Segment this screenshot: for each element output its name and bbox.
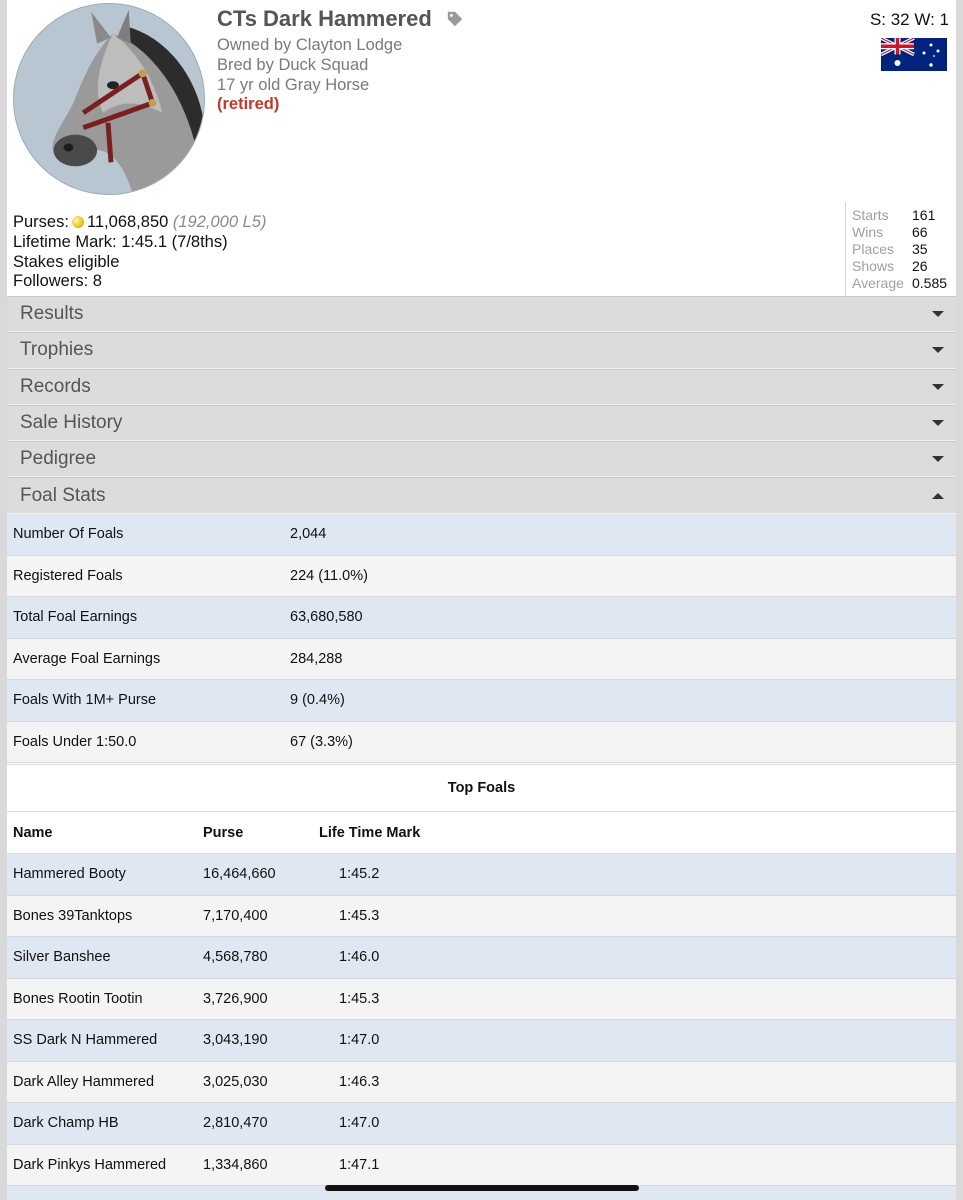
followers-count: Followers: 8 — [13, 272, 102, 290]
retired-status: (retired) — [217, 95, 280, 113]
foal-mark: 1:47.0 — [339, 1032, 380, 1049]
stat-label: Shows — [852, 258, 895, 274]
accordion-trophies[interactable] — [7, 332, 956, 368]
chevron-down-icon — [932, 420, 944, 426]
breeder-text[interactable]: Bred by Duck Squad — [217, 56, 369, 74]
table-row — [7, 1062, 956, 1104]
table-header — [7, 812, 956, 854]
row-label: Total Foal Earnings — [13, 609, 138, 626]
stat-value: 161 — [912, 207, 936, 223]
horse-head-icon — [14, 4, 204, 194]
starts-wins-summary: S: 32 W: 1 — [869, 10, 949, 29]
horse-name: CTs Dark Hammered — [217, 6, 432, 31]
horse-avatar — [13, 3, 205, 195]
accordion-label: Foal Stats — [20, 484, 106, 506]
purses-line — [13, 213, 266, 232]
foal-name-link[interactable]: Bones Rootin Tootin — [13, 990, 143, 1007]
foal-purse: 3,025,030 — [203, 1073, 268, 1090]
row-label: Number Of Foals — [13, 526, 124, 543]
accordion-label: Results — [20, 303, 84, 325]
stat-label: Starts — [852, 207, 889, 223]
foal-name-link[interactable]: SS Dark N Hammered — [13, 1032, 158, 1049]
stat-row — [852, 275, 956, 292]
accordion-pedigree[interactable] — [7, 441, 956, 477]
row-label: Registered Foals — [13, 567, 123, 584]
column-header-purse: Purse — [203, 824, 244, 841]
row-value: 63,680,580 — [290, 609, 363, 626]
table-row — [7, 1103, 956, 1145]
title-row — [217, 6, 464, 32]
table-row — [7, 1020, 956, 1062]
accordion-records[interactable] — [7, 369, 956, 405]
foal-mark: 1:47.0 — [339, 1115, 380, 1132]
foal-name-link[interactable]: Dark Champ HB — [13, 1115, 119, 1132]
accordion-sale-history[interactable] — [7, 405, 956, 441]
stakes-eligible: Stakes eligible — [13, 253, 120, 271]
accordion-label: Sale History — [20, 412, 123, 434]
foal-mark: 1:45.3 — [339, 990, 380, 1007]
foal-purse: 4,568,780 — [203, 949, 268, 966]
foal-purse: 3,043,190 — [203, 1032, 268, 1049]
accordion-results[interactable] — [7, 296, 956, 332]
top-foals-title: Top Foals — [7, 764, 956, 812]
stat-label: Wins — [852, 224, 884, 240]
column-header-name: Name — [13, 824, 53, 841]
stat-row — [852, 258, 956, 275]
row-label: Foals Under 1:50.0 — [13, 733, 137, 750]
row-value: 67 (3.3%) — [290, 733, 353, 750]
row-label: Average Foal Earnings — [13, 650, 161, 667]
horse-description: 17 yr old Gray Horse — [217, 76, 370, 94]
australia-flag-icon — [881, 38, 947, 71]
stat-value: 35 — [912, 241, 928, 257]
horse-profile-page — [7, 0, 956, 1200]
table-row — [7, 556, 956, 598]
stat-row — [852, 224, 956, 241]
foal-mark: 1:45.2 — [339, 866, 380, 883]
table-row — [7, 979, 956, 1021]
chevron-down-icon — [932, 456, 944, 462]
column-header-mark: Life Time Mark — [319, 824, 421, 841]
stat-value: 0.585 — [912, 275, 948, 291]
table-row — [7, 514, 956, 556]
row-value: 284,288 — [290, 650, 343, 667]
row-value: 224 (11.0%) — [290, 567, 368, 584]
foal-name-link[interactable]: Dark Pinkys Hammered — [13, 1156, 167, 1173]
chevron-down-icon — [932, 311, 944, 317]
owner-text[interactable]: Owned by Clayton Lodge — [217, 36, 403, 54]
chevron-up-icon — [932, 493, 944, 499]
foal-name-link[interactable]: Silver Banshee — [13, 949, 111, 966]
table-row — [7, 937, 956, 979]
foal-stats-table — [7, 514, 956, 763]
home-indicator[interactable] — [325, 1185, 639, 1191]
foal-purse: 2,810,470 — [203, 1115, 268, 1132]
accordion-label: Pedigree — [20, 448, 97, 470]
foal-name-link[interactable]: Hammered Booty — [13, 866, 126, 883]
table-row — [7, 1145, 956, 1187]
race-stats — [845, 202, 956, 297]
chevron-down-icon — [932, 347, 944, 353]
coin-icon — [72, 216, 84, 228]
purses-label: Purses: — [13, 213, 69, 231]
row-value: 2,044 — [290, 526, 327, 543]
stat-row — [852, 241, 956, 258]
accordion-foal-stats[interactable] — [7, 477, 956, 513]
stat-label: Places — [852, 241, 895, 257]
foal-mark: 1:47.1 — [339, 1156, 380, 1173]
accordion-label: Records — [20, 375, 91, 397]
table-row — [7, 597, 956, 639]
table-row — [7, 680, 956, 722]
foal-mark: 1:46.0 — [339, 949, 380, 966]
table-row — [7, 896, 956, 938]
foal-mark: 1:46.3 — [339, 1073, 380, 1090]
row-value: 9 (0.4%) — [290, 692, 345, 709]
lifetime-mark: Lifetime Mark: 1:45.1 (7/8ths) — [13, 233, 228, 251]
foal-purse: 16,464,660 — [203, 866, 276, 883]
row-label: Foals With 1M+ Purse — [13, 692, 157, 709]
foal-name-link[interactable]: Bones 39Tanktops — [13, 907, 133, 924]
top-foals-table — [7, 764, 956, 1200]
stat-row — [852, 207, 956, 224]
chevron-down-icon — [932, 384, 944, 390]
foal-mark: 1:45.3 — [339, 907, 380, 924]
purses-last-five: (192,000 L5) — [172, 213, 267, 231]
foal-name-link[interactable]: Dark Alley Hammered — [13, 1073, 155, 1090]
tag-icon[interactable] — [446, 10, 464, 28]
table-row — [7, 722, 956, 764]
section-accordion — [7, 296, 956, 514]
foal-purse: 3,726,900 — [203, 990, 268, 1007]
table-row — [7, 639, 956, 681]
accordion-label: Trophies — [20, 339, 94, 361]
foal-purse: 7,170,400 — [203, 907, 268, 924]
stat-value: 26 — [912, 258, 928, 274]
stat-value: 66 — [912, 224, 928, 240]
purses-value: 11,068,850 — [86, 213, 169, 231]
foal-purse: 1,334,860 — [203, 1156, 268, 1173]
stat-label: Average — [852, 275, 904, 291]
table-row — [7, 854, 956, 896]
